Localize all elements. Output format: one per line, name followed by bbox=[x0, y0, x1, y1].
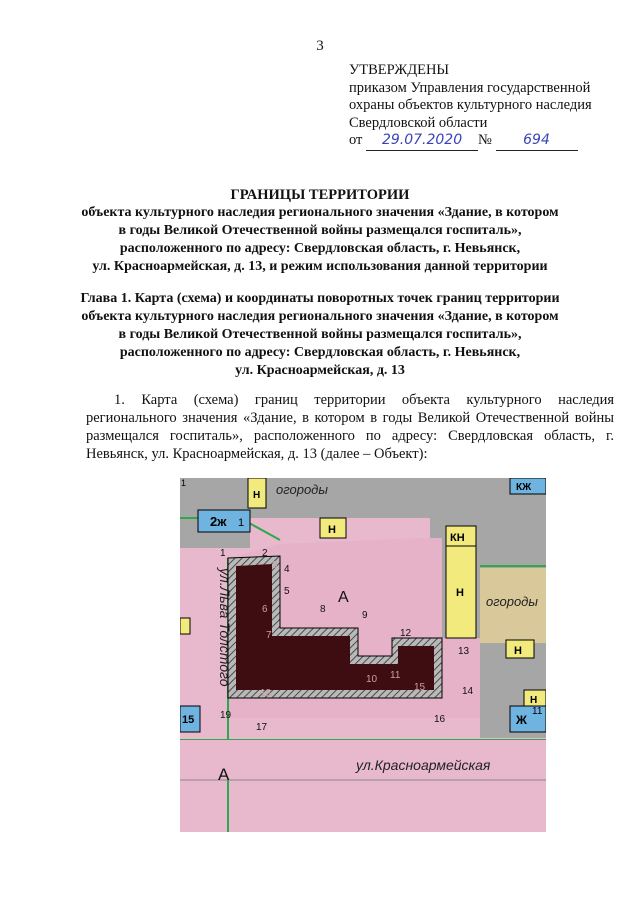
title-line4: расположенного по адресу: Свердловская область, г. Невьянск, bbox=[119, 241, 521, 256]
point-label: 2 bbox=[262, 548, 268, 559]
title-line5: ул. Красноармейская, д. 13, и режим использования данной территории bbox=[92, 259, 548, 274]
chapter-title bbox=[40, 290, 600, 380]
label-n1: Н bbox=[253, 490, 261, 501]
label-n3: Н bbox=[456, 587, 464, 599]
label-street-krasnoarm: ул.Красноармейская bbox=[356, 757, 491, 773]
point-label: 14 bbox=[462, 686, 474, 697]
point-label: 1 bbox=[220, 548, 226, 559]
label-kzh: КЖ bbox=[516, 482, 532, 493]
point-label: 11 bbox=[390, 670, 401, 681]
point-label: 6 bbox=[262, 604, 268, 615]
point-label: 3 bbox=[272, 560, 278, 571]
document-title bbox=[40, 186, 600, 276]
point-label: 12 bbox=[400, 628, 412, 639]
building-left-edge bbox=[180, 618, 190, 634]
point-label: 7 bbox=[266, 630, 272, 641]
label-street-tolstoy: ул.Льва Толстого bbox=[217, 568, 233, 687]
label-zh: Ж bbox=[516, 713, 527, 727]
chapter-line4: расположенного по адресу: Свердловская область, г. Невьянск, bbox=[119, 345, 521, 360]
label-15: 15 bbox=[182, 714, 195, 726]
label-num-1-right: 1 bbox=[181, 478, 187, 488]
point-label: 16 bbox=[434, 714, 446, 725]
title-line3: в годы Великой Отечественной войны размещался госпиталь», bbox=[118, 223, 522, 238]
point-label: 19 bbox=[220, 710, 232, 721]
number-label: № bbox=[478, 132, 492, 148]
paragraph-1 bbox=[86, 391, 614, 463]
title-line2: объекта культурного наследия регионального значения «Здание, в котором bbox=[81, 205, 559, 220]
label-zone-a1: А bbox=[338, 589, 349, 606]
label-n2: Н bbox=[328, 524, 336, 536]
from-label: от bbox=[349, 132, 363, 148]
chapter-line5: ул. Красноармейская, д. 13 bbox=[235, 363, 405, 378]
label-gardens-right: огороды bbox=[486, 594, 538, 609]
approval-number: 694 bbox=[496, 132, 578, 151]
chapter-line1: Глава 1. Карта (схема) и координаты поворотных точек границ территории bbox=[80, 291, 560, 306]
label-n4: Н bbox=[514, 645, 522, 657]
approval-line1: приказом Управления государственной bbox=[349, 79, 591, 96]
point-label: 10 bbox=[366, 674, 378, 685]
chapter-line2: объекта культурного наследия регионального значения «Здание, в котором bbox=[81, 309, 559, 324]
label-2zh: 2ж bbox=[210, 514, 227, 529]
approval-date: 29.07.2020 bbox=[366, 132, 478, 151]
label-n5: Н bbox=[530, 695, 538, 706]
label-num-11-right: 11 bbox=[532, 706, 543, 717]
paragraph-text: 1. Карта (схема) границ территории объекта культурного наследия регионального значения «Здание, в котором в годы Великой Отечественной войны размещался госпиталь», расположенного по адресу: Свердловская область, г. Невьянск, ул. Красноармейская, д. 13 (далее – Объект): bbox=[86, 392, 614, 462]
point-label: 9 bbox=[362, 610, 368, 621]
point-label: 4 bbox=[284, 564, 290, 575]
territory-map bbox=[180, 478, 546, 832]
point-label: 5 bbox=[284, 586, 290, 597]
point-label: 18 bbox=[260, 688, 272, 699]
point-label: 8 bbox=[320, 604, 326, 615]
point-label: 15 bbox=[414, 682, 426, 693]
approval-line3: Свердловской области bbox=[349, 114, 488, 131]
approval-date-line bbox=[349, 132, 639, 151]
page-number: 3 bbox=[316, 38, 324, 54]
approval-block bbox=[349, 62, 639, 151]
point-label: 17 bbox=[256, 722, 268, 733]
point-label: 13 bbox=[458, 646, 470, 657]
label-gardens-top: огороды bbox=[276, 482, 328, 497]
label-zone-a2: А bbox=[218, 765, 230, 784]
approval-heading: УТВЕРЖДЕНЫ bbox=[349, 62, 450, 78]
approval-line2: охраны объектов культурного наследия bbox=[349, 97, 592, 113]
label-num-1-left: 1 bbox=[238, 517, 245, 529]
chapter-line3: в годы Великой Отечественной войны размещался госпиталь», bbox=[118, 327, 522, 342]
label-kn: КН bbox=[450, 532, 465, 544]
title-line1: ГРАНИЦЫ ТЕРРИТОРИИ bbox=[230, 187, 410, 203]
